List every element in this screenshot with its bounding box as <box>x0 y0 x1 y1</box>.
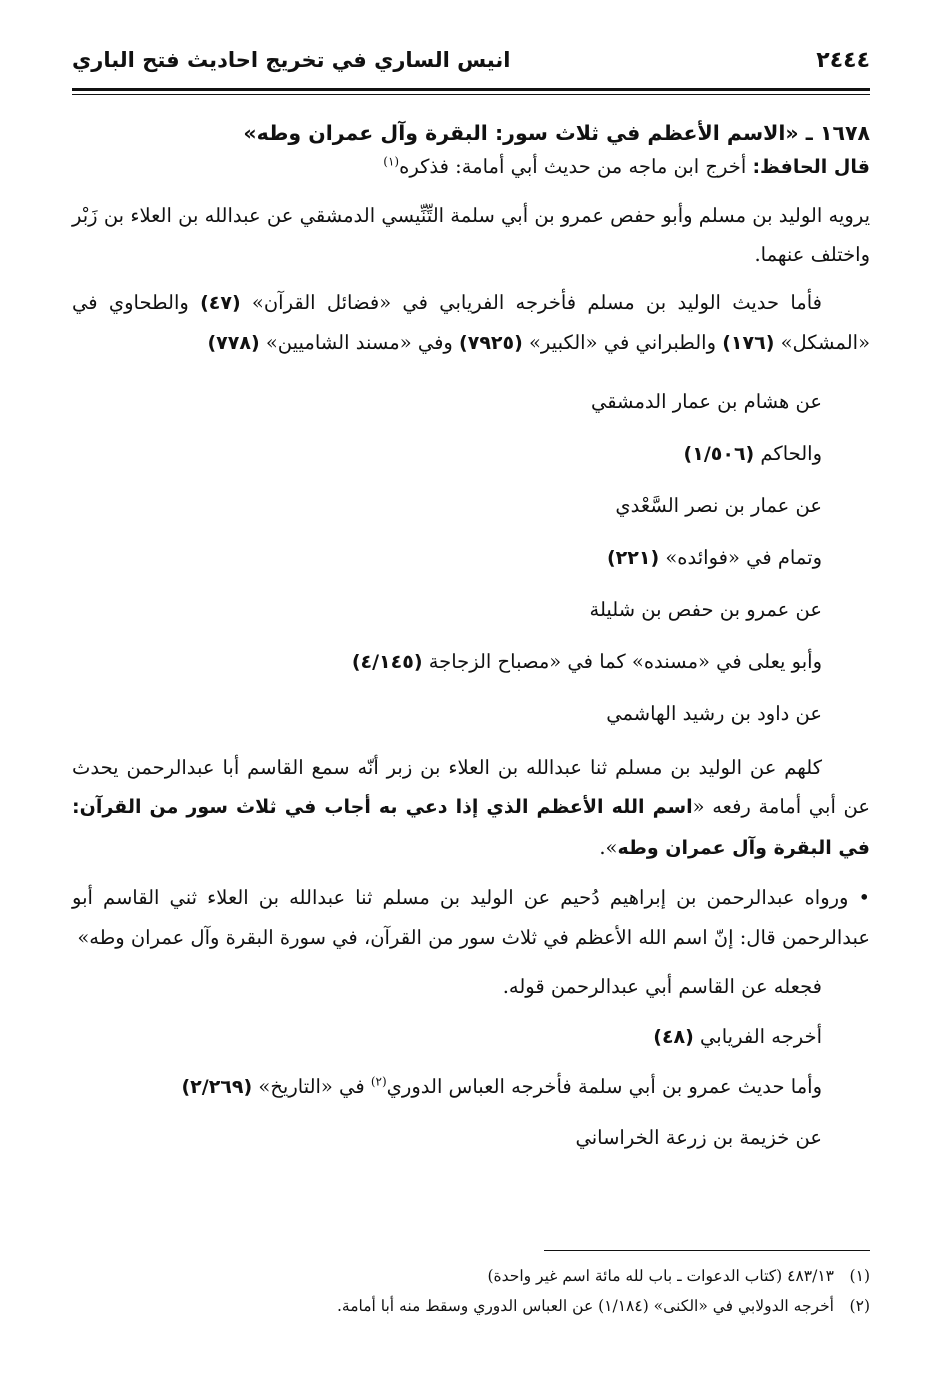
running-title: انيس الساري في تخريج احاديث فتح الباري <box>72 48 511 72</box>
footnotes <box>72 1261 870 1321</box>
header-rule <box>72 88 870 95</box>
chain-line: عن داود بن رشيد الهاشمي <box>606 701 822 725</box>
page-header <box>72 48 870 86</box>
paragraph-3: كلهم عن الوليد بن مسلم ثنا عبدالله بن العلاء بن زبر أنّه سمع القاسم أبا عبدالرحمن يحدث عن أبي أمامة رفعه «اسم الله الأعظم الذي إذا دعي به أجاب في ثلاث سور من القرآن: في البقرة وآل عمران وطه». <box>72 755 871 859</box>
chain-list <box>72 376 870 740</box>
chain-line: وتمام في «فوائده» (٢٢١) <box>606 545 822 569</box>
footnote: (١) ٤٨٣/١٣ (كتاب الدعوات ـ باب لله مائة اسم غير واحدة) <box>487 1267 870 1285</box>
paragraph-4: • ورواه عبدالرحمن بن إبراهيم دُحيم عن الوليد بن مسلم ثنا عبدالله بن العلاء ثني القاسم أبو عبدالرحمن قال: إنّ اسم الله الأعظم في ثلاث سور من القرآن، في سورة البقرة وآل عمران وطه» <box>72 886 870 949</box>
hafiz-label: قال الحافظ: <box>752 156 870 178</box>
paragraph-1: يرويه الوليد بن مسلم وأبو حفص عمرو بن أبي سلمة التِّنِّيسي الدمشقي عن عبدالله بن العلاء بن زَبْر واختلف عنهما. <box>72 203 870 266</box>
hadith-title: ١٦٧٨ ـ «الاسم الأعظم في ثلاث سور: البقرة وآل عمران وطه» <box>243 121 870 145</box>
line-7: وأما حديث عمرو بن أبي سلمة فأخرجه العباس الدوري$^{(٢)}$ في «التاريخ» (٢/٢٦٩) <box>181 1074 822 1098</box>
footnote-rule <box>544 1250 870 1251</box>
p2-ref-a: (٤٧) <box>200 291 241 314</box>
p3-hadith-text: اسم الله الأعظم الذي إذا دعي به أجاب في ثلاث سور من القرآن: في البقرة وآل عمران وطه <box>72 796 870 859</box>
footnote: (٢) أخرجه الدولابي في «الكنى» (١/١٨٤) عن العباس الدوري وسقط منه أبا أمامة. <box>336 1297 870 1315</box>
p2-text-d: وفي «مسند الشاميين» <box>259 331 460 354</box>
p2-ref-c: (٧٩٢٥) <box>459 332 523 354</box>
hafiz-text: أخرج ابن ماجه من حديث أبي أمامة: فذكره <box>399 155 753 178</box>
line-8: عن خزيمة بن زرعة الخراساني <box>575 1125 822 1149</box>
paragraph-2 <box>72 283 870 364</box>
p2-text-b: والطحاوي في «المشكل» <box>72 290 870 354</box>
chain-line: عن عمرو بن حفص بن شليلة <box>589 597 822 621</box>
line-6: أخرجه الفريابي (٤٨) <box>653 1024 822 1048</box>
book-page <box>72 48 870 1348</box>
line-5: فجعله عن القاسم أبي عبدالرحمن قوله. <box>502 975 822 998</box>
page-number: ٢٤٤٤ <box>816 48 870 73</box>
chain-line: والحاكم (١/٥٠٦) <box>683 441 822 465</box>
p2-text-a: فأما حديث الوليد بن مسلم فأخرجه الفريابي في «فضائل القرآن» <box>240 290 823 314</box>
p2-ref-d: (٧٧٨) <box>207 332 260 354</box>
footnote-ref-2[interactable]: (٢) <box>370 1074 387 1089</box>
p2-text-c: والطبراني في «الكبير» <box>522 331 723 354</box>
p2-ref-b: (١٧٦) <box>722 332 775 354</box>
footnote-ref-1[interactable]: (١) <box>383 154 400 169</box>
p3-text: كلهم عن الوليد بن مسلم ثنا عبدالله بن العلاء بن زبر أنّه سمع القاسم أبا عبدالرحمن يحدث عن أبي أمامة رفعه « <box>72 755 871 818</box>
hafiz-statement <box>72 147 870 188</box>
chain-line: وأبو يعلى في «مسنده» كما في «مصباح الزجاجة (٤/١٤٥) <box>351 649 822 673</box>
chain-line: عن عمار بن نصر السَّعْدي <box>615 493 822 517</box>
chain-line: عن هشام بن عمار الدمشقي <box>590 389 822 413</box>
